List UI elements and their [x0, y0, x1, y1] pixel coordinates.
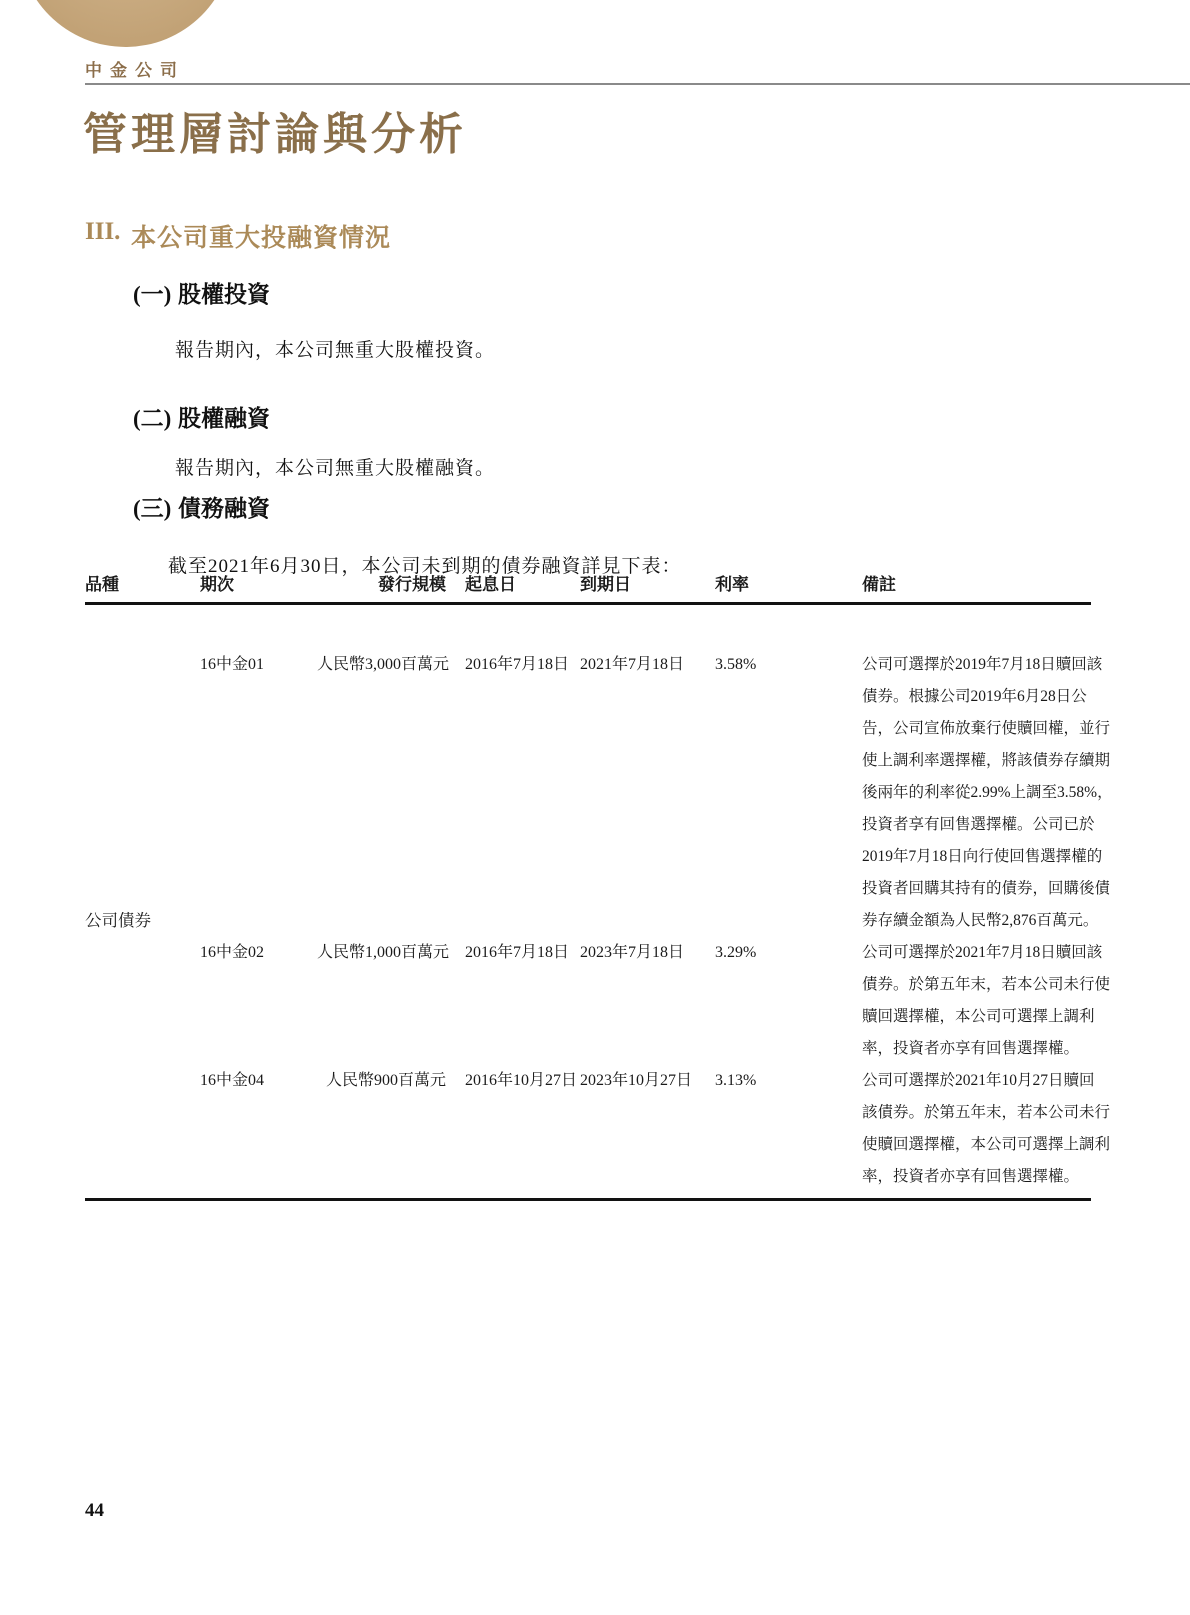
cell-interest-rate: 3.58%	[715, 656, 757, 673]
company-name: 中金公司	[85, 61, 185, 80]
bond-table-body	[85, 605, 1113, 1201]
cell-series: 16中金02	[200, 944, 265, 961]
cell-issue-scale: 人民幣900百萬元	[325, 1072, 446, 1089]
note-line: 贖回選擇權，本公司可選擇上調利	[862, 1008, 1095, 1025]
page-number: 44	[85, 1500, 104, 1521]
col-header-maturity-date: 到期日	[580, 575, 631, 594]
subsection-title: 債務融資	[178, 496, 270, 521]
cell-note	[862, 937, 1111, 1065]
cell-issue-scale: 人民幣1,000百萬元	[317, 944, 450, 961]
note-line: 投資者回購其持有的債券，回購後債	[862, 880, 1111, 897]
paragraph-debt-financing-intro: 截至2021年6月30日，本公司未到期的債券融資詳見下表：	[168, 556, 682, 577]
subsection-title: 股權投資	[178, 282, 270, 307]
note-line: 投資者享有回售選擇權。公司已於	[862, 816, 1095, 833]
col-header-variety: 品種	[85, 575, 119, 594]
section-numeral: III.	[85, 218, 121, 245]
subsection-title: 股權融資	[178, 406, 270, 431]
note-line: 率，投資者亦享有回售選擇權。	[862, 1040, 1080, 1057]
cell-maturity-date: 2021年7月18日	[580, 656, 685, 673]
note-line: 債券。於第五年末，若本公司未行使	[862, 976, 1111, 993]
cell-variety: 公司債券	[85, 911, 151, 930]
subsection-label: (一)	[133, 282, 172, 307]
note-line: 率，投資者亦享有回售選擇權。	[862, 1168, 1080, 1185]
subsection-label: (二)	[133, 406, 172, 431]
cell-interest-rate: 3.13%	[715, 1072, 757, 1089]
cell-start-date: 2016年10月27日	[465, 1072, 578, 1089]
subsection-heading-equity-investment	[133, 276, 270, 309]
bond-table-header	[85, 574, 1091, 605]
subsection-label: (三)	[133, 496, 172, 521]
note-line: 使上調利率選擇權，將該債券存續期	[862, 752, 1111, 769]
cell-note	[862, 649, 1113, 937]
table-row-bond-16zj01	[85, 649, 1113, 937]
cell-start-date: 2016年7月18日	[465, 656, 570, 673]
cell-series: 16中金01	[200, 656, 265, 673]
table-row-bond-16zj02	[85, 937, 1111, 1065]
note-line: 後兩年的利率從2.99%上調至3.58%，	[862, 784, 1113, 801]
cell-maturity-date: 2023年7月18日	[580, 944, 685, 961]
col-header-start-date: 起息日	[465, 575, 516, 594]
paragraph-equity-financing: 報告期內，本公司無重大股權融資。	[175, 458, 496, 479]
section-title: 本公司重大投融資情況	[131, 225, 392, 252]
cell-interest-rate: 3.29%	[715, 944, 757, 961]
note-line: 2019年7月18日向行使回售選擇權的	[862, 848, 1103, 865]
note-line: 該債券。於第五年末，若本公司未行	[862, 1104, 1111, 1121]
table-row-bond-16zj04	[85, 1065, 1111, 1193]
note-line: 券存續金額為人民幣2,876百萬元。	[862, 912, 1099, 929]
subsection-heading-equity-financing	[133, 400, 270, 433]
note-line: 公司可選擇於2019年7月18日贖回該	[862, 656, 1103, 673]
col-header-issue-scale: 發行規模	[378, 575, 446, 594]
note-line: 公司可選擇於2021年7月18日贖回該	[862, 944, 1103, 961]
company-logo	[18, 0, 233, 47]
note-line: 公司可選擇於2021年10月27日贖回	[862, 1072, 1095, 1089]
col-header-series: 期次	[200, 575, 234, 594]
page-title: 管理層討論與分析	[83, 110, 467, 159]
note-line: 告，公司宣佈放棄行使贖回權，並行	[862, 720, 1111, 737]
cell-series: 16中金04	[200, 1072, 265, 1089]
cell-start-date: 2016年7月18日	[465, 944, 570, 961]
subsection-heading-debt-financing	[133, 490, 270, 523]
header-divider	[85, 83, 1190, 85]
section-heading	[85, 218, 391, 254]
col-header-interest-rate: 利率	[715, 575, 749, 594]
col-header-remarks: 備註	[862, 575, 896, 594]
cell-maturity-date: 2023年10月27日	[580, 1072, 693, 1089]
note-line: 債券。根據公司2019年6月28日公	[862, 688, 1087, 705]
cell-issue-scale: 人民幣3,000百萬元	[317, 656, 450, 673]
note-line: 使贖回選擇權，本公司可選擇上調利	[862, 1136, 1111, 1153]
bond-table	[85, 574, 1113, 1201]
paragraph-equity-investment: 報告期內，本公司無重大股權投資。	[175, 340, 496, 361]
cell-note	[862, 1065, 1111, 1193]
